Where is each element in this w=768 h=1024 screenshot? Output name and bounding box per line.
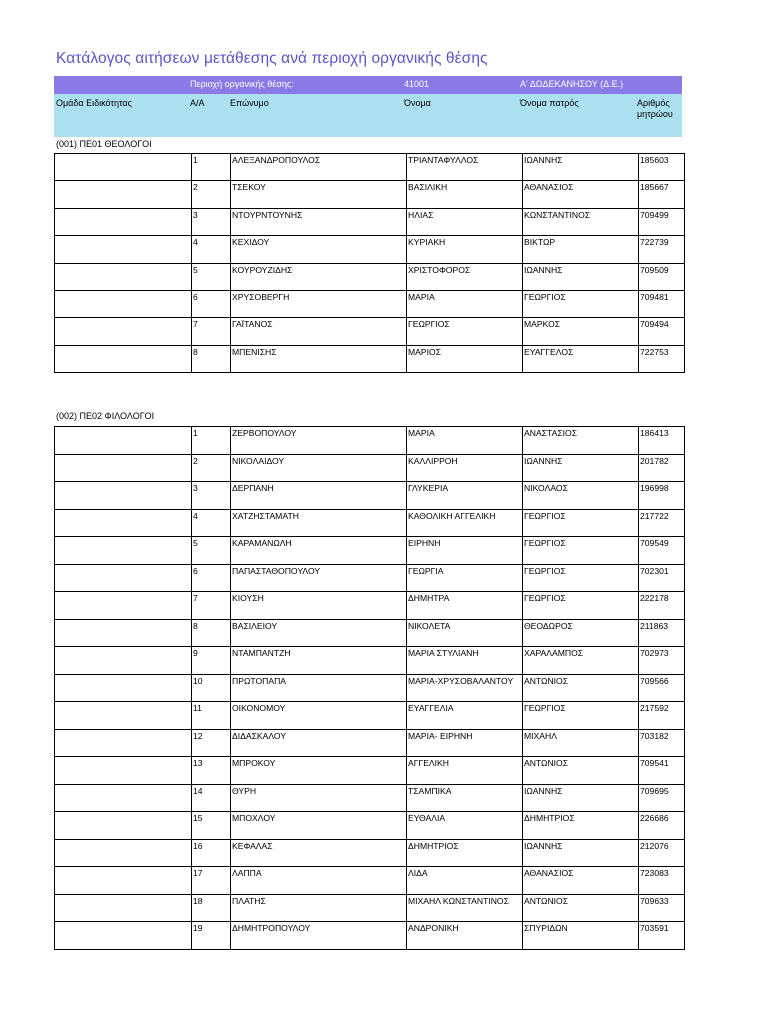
- group-cell: [55, 784, 192, 812]
- registry-number-cell: 185603: [639, 154, 685, 181]
- surname-cell: ΓΑΪΤΑΝΟΣ: [231, 318, 407, 345]
- region-name: Α' ΔΩΔΕΚΑΝΗΣΟΥ (Δ.Ε.): [520, 79, 624, 89]
- group-cell: [55, 427, 192, 455]
- row-number: 8: [192, 619, 231, 647]
- table-row: [55, 290, 685, 317]
- father-name-cell: ΑΝΤΩΝΙΟΣ: [523, 894, 639, 922]
- table-row: [55, 181, 685, 208]
- column-header: Όνομα: [404, 98, 431, 108]
- first-name-cell: ΑΓΓΕΛΙΚΗ: [407, 757, 523, 785]
- father-name-cell: ΓΕΩΡΓΙΟΣ: [523, 702, 639, 730]
- region-label: Περιοχή οργανικής θέσης:: [190, 79, 294, 89]
- row-number: 19: [192, 922, 231, 950]
- surname-cell: ΚΟΥΡΟΥΖΙΔΗΣ: [231, 263, 407, 290]
- table-row: [55, 427, 685, 455]
- father-name-cell: ΓΕΩΡΓΙΟΣ: [523, 564, 639, 592]
- surname-cell: ΛΑΠΠΑ: [231, 867, 407, 895]
- father-name-cell: ΑΘΑΝΑΣΙΟΣ: [523, 867, 639, 895]
- father-name-cell: ΜΑΡΚΟΣ: [523, 318, 639, 345]
- table-row: [55, 757, 685, 785]
- first-name-cell: ΜΙΧΑΗΛ ΚΩΝΣΤΑΝΤΙΝΟΣ: [407, 894, 523, 922]
- first-name-cell: ΤΡΙΑΝΤΑΦΥΛΛΟΣ: [407, 154, 523, 181]
- group-cell: [55, 236, 192, 263]
- surname-cell: ΚΑΡΑΜΑΝΩΛΗ: [231, 537, 407, 565]
- group-cell: [55, 208, 192, 235]
- group-cell: [55, 263, 192, 290]
- table-row: [55, 839, 685, 867]
- father-name-cell: ΧΑΡΑΛΑΜΠΟΣ: [523, 647, 639, 675]
- first-name-cell: ΒΑΣΙΛΙΚΗ: [407, 181, 523, 208]
- row-number: 16: [192, 839, 231, 867]
- surname-cell: ΟΙΚΟΝΟΜΟΥ: [231, 702, 407, 730]
- row-number: 10: [192, 674, 231, 702]
- group-cell: [55, 318, 192, 345]
- surname-cell: ΚΙΟΥΣΗ: [231, 592, 407, 620]
- first-name-cell: ΛΙΔΑ: [407, 867, 523, 895]
- page-title: Κατάλογος αιτήσεων μετάθεσης ανά περιοχή οργανικής θέσης: [56, 50, 488, 67]
- registry-number-cell: 709566: [639, 674, 685, 702]
- group-cell: [55, 482, 192, 510]
- surname-cell: ΚΕΧΙΔΟΥ: [231, 236, 407, 263]
- row-number: 9: [192, 647, 231, 675]
- table-row: [55, 867, 685, 895]
- row-number: 17: [192, 867, 231, 895]
- row-number: 1: [192, 427, 231, 455]
- row-number: 4: [192, 509, 231, 537]
- registry-number-cell: 703591: [639, 922, 685, 950]
- table-row: [55, 702, 685, 730]
- group-cell: [55, 839, 192, 867]
- column-header: Όνομα πατρός: [520, 98, 579, 108]
- table-row: [55, 345, 685, 372]
- surname-cell: ΑΛΕΞΑΝΔΡΟΠΟΥΛΟΣ: [231, 154, 407, 181]
- father-name-cell: ΑΝΑΣΤΑΣΙΟΣ: [523, 427, 639, 455]
- row-number: 5: [192, 537, 231, 565]
- group-table: [54, 426, 685, 950]
- group-cell: [55, 702, 192, 730]
- registry-number-cell: 709549: [639, 537, 685, 565]
- registry-number-cell: 226686: [639, 812, 685, 840]
- first-name-cell: ΜΑΡΙΑ-ΧΡΥΣΟΒΑΛΑΝΤΟΥ: [407, 674, 523, 702]
- group-cell: [55, 290, 192, 317]
- column-header: Επώνυμο: [230, 98, 269, 108]
- row-number: 2: [192, 181, 231, 208]
- group-cell: [55, 454, 192, 482]
- group-cell: [55, 757, 192, 785]
- first-name-cell: ΚΑΛΛΙΡΡΟΗ: [407, 454, 523, 482]
- group-cell: [55, 154, 192, 181]
- table-row: [55, 894, 685, 922]
- registry-number-cell: 709509: [639, 263, 685, 290]
- first-name-cell: ΧΡΙΣΤΟΦΟΡΟΣ: [407, 263, 523, 290]
- group-cell: [55, 345, 192, 372]
- table-row: [55, 674, 685, 702]
- registry-number-cell: 185667: [639, 181, 685, 208]
- surname-cell: ΔΕΡΠΑΝΗ: [231, 482, 407, 510]
- registry-number-cell: 723083: [639, 867, 685, 895]
- first-name-cell: ΜΑΡΙΑ- ΕΙΡΗΝΗ: [407, 729, 523, 757]
- first-name-cell: ΓΕΩΡΓΙΟΣ: [407, 318, 523, 345]
- group-cell: [55, 729, 192, 757]
- table-row: [55, 454, 685, 482]
- first-name-cell: ΓΕΩΡΓΙΑ: [407, 564, 523, 592]
- surname-cell: ΝΤΑΜΠΑΝΤΖΗ: [231, 647, 407, 675]
- surname-cell: ΜΠΟΧΛΟΥ: [231, 812, 407, 840]
- row-number: 5: [192, 263, 231, 290]
- table-row: [55, 812, 685, 840]
- table-row: [55, 509, 685, 537]
- row-number: 11: [192, 702, 231, 730]
- father-name-cell: ΙΩΑΝΝΗΣ: [523, 784, 639, 812]
- group-cell: [55, 181, 192, 208]
- surname-cell: ΜΠΕΝΙΣΗΣ: [231, 345, 407, 372]
- father-name-cell: ΙΩΑΝΝΗΣ: [523, 263, 639, 290]
- table-row: [55, 592, 685, 620]
- surname-cell: ΧΑΤΖΗΣΤΑΜΑΤΗ: [231, 509, 407, 537]
- row-number: 3: [192, 482, 231, 510]
- row-number: 7: [192, 318, 231, 345]
- row-number: 8: [192, 345, 231, 372]
- group-cell: [55, 592, 192, 620]
- group-title: (002) ΠΕ02 ΦΙΛΟΛΟΓΟΙ: [56, 411, 155, 421]
- surname-cell: ΧΡΥΣΟΒΕΡΓΗ: [231, 290, 407, 317]
- surname-cell: ΜΠΡΟΚΟΥ: [231, 757, 407, 785]
- registry-number-cell: 196998: [639, 482, 685, 510]
- surname-cell: ΠΡΩΤΟΠΑΠΑ: [231, 674, 407, 702]
- registry-number-cell: 702973: [639, 647, 685, 675]
- father-name-cell: ΓΕΩΡΓΙΟΣ: [523, 290, 639, 317]
- table-row: [55, 922, 685, 950]
- registry-number-cell: 703182: [639, 729, 685, 757]
- registry-number-cell: 211863: [639, 619, 685, 647]
- father-name-cell: ΔΗΜΗΤΡΙΟΣ: [523, 812, 639, 840]
- group-cell: [55, 812, 192, 840]
- surname-cell: ΔΗΜΗΤΡΟΠΟΥΛΟΥ: [231, 922, 407, 950]
- group-cell: [55, 537, 192, 565]
- table-row: [55, 263, 685, 290]
- group-cell: [55, 509, 192, 537]
- group-cell: [55, 894, 192, 922]
- group-cell: [55, 867, 192, 895]
- group-title: (001) ΠΕ01 ΘΕΟΛΟΓΟΙ: [56, 139, 152, 149]
- table-row: [55, 208, 685, 235]
- row-number: 4: [192, 236, 231, 263]
- first-name-cell: ΔΗΜΗΤΡΑ: [407, 592, 523, 620]
- registry-number-cell: 186413: [639, 427, 685, 455]
- first-name-cell: ΔΗΜΗΤΡΙΟΣ: [407, 839, 523, 867]
- registry-number-cell: 212076: [639, 839, 685, 867]
- first-name-cell: ΕΥΑΓΓΕΛΙΑ: [407, 702, 523, 730]
- first-name-cell: ΕΥΘΑΛΙΑ: [407, 812, 523, 840]
- registry-number-cell: 201782: [639, 454, 685, 482]
- registry-number-cell: 217722: [639, 509, 685, 537]
- father-name-cell: ΑΝΤΩΝΙΟΣ: [523, 757, 639, 785]
- first-name-cell: ΜΑΡΙΑ ΣΤΥΛΙΑΝΗ: [407, 647, 523, 675]
- table-row: [55, 784, 685, 812]
- first-name-cell: ΚΑΘΟΛΙΚΗ ΑΓΓΕΛΙΚΗ: [407, 509, 523, 537]
- group-table: [54, 153, 685, 373]
- surname-cell: ΝΙΚΟΛΑΙΔΟΥ: [231, 454, 407, 482]
- father-name-cell: ΚΩΝΣΤΑΝΤΙΝΟΣ: [523, 208, 639, 235]
- registry-number-cell: 709695: [639, 784, 685, 812]
- region-header-bar: [54, 76, 682, 94]
- father-name-cell: ΒΙΚΤΩΡ: [523, 236, 639, 263]
- registry-number-cell: 217592: [639, 702, 685, 730]
- row-number: 6: [192, 290, 231, 317]
- registry-number-cell: 709494: [639, 318, 685, 345]
- surname-cell: ΘΥΡΗ: [231, 784, 407, 812]
- father-name-cell: ΙΩΑΝΝΗΣ: [523, 154, 639, 181]
- father-name-cell: ΣΠΥΡΙΔΩΝ: [523, 922, 639, 950]
- table-row: [55, 154, 685, 181]
- column-header: Α/Α: [190, 98, 205, 108]
- registry-number-cell: 709499: [639, 208, 685, 235]
- column-header: Ομάδα Ειδικότητας: [56, 98, 132, 108]
- table-row: [55, 537, 685, 565]
- row-number: 2: [192, 454, 231, 482]
- table-row: [55, 619, 685, 647]
- registry-number-cell: 709481: [639, 290, 685, 317]
- row-number: 6: [192, 564, 231, 592]
- column-header-bar: [54, 94, 682, 137]
- surname-cell: ΒΑΣΙΛΕΙΟΥ: [231, 619, 407, 647]
- father-name-cell: ΙΩΑΝΝΗΣ: [523, 454, 639, 482]
- first-name-cell: ΓΛΥΚΕΡΙΑ: [407, 482, 523, 510]
- group-cell: [55, 922, 192, 950]
- column-header: Αριθμός μητρώου: [637, 98, 673, 119]
- table-row: [55, 729, 685, 757]
- row-number: 14: [192, 784, 231, 812]
- surname-cell: ΔΙΔΑΣΚΑΛΟΥ: [231, 729, 407, 757]
- table-row: [55, 482, 685, 510]
- table-row: [55, 647, 685, 675]
- surname-cell: ΝΤΟΥΡΝΤΟΥΝΗΣ: [231, 208, 407, 235]
- father-name-cell: ΘΕΟΔΩΡΟΣ: [523, 619, 639, 647]
- first-name-cell: ΝΙΚΟΛΕΤΑ: [407, 619, 523, 647]
- row-number: 1: [192, 154, 231, 181]
- group-cell: [55, 647, 192, 675]
- first-name-cell: ΑΝΔΡΟΝΙΚΗ: [407, 922, 523, 950]
- row-number: 13: [192, 757, 231, 785]
- registry-number-cell: 709541: [639, 757, 685, 785]
- first-name-cell: ΚΥΡΙΑΚΗ: [407, 236, 523, 263]
- first-name-cell: ΗΛΙΑΣ: [407, 208, 523, 235]
- father-name-cell: ΕΥΑΓΓΕΛΟΣ: [523, 345, 639, 372]
- father-name-cell: ΓΕΩΡΓΙΟΣ: [523, 537, 639, 565]
- father-name-cell: ΝΙΚΟΛΑΟΣ: [523, 482, 639, 510]
- registry-number-cell: 722753: [639, 345, 685, 372]
- row-number: 3: [192, 208, 231, 235]
- first-name-cell: ΜΑΡΙΟΣ: [407, 345, 523, 372]
- father-name-cell: ΙΩΑΝΝΗΣ: [523, 839, 639, 867]
- first-name-cell: ΕΙΡΗΝΗ: [407, 537, 523, 565]
- father-name-cell: ΑΝΤΩΝΙΟΣ: [523, 674, 639, 702]
- table-row: [55, 564, 685, 592]
- group-cell: [55, 564, 192, 592]
- group-cell: [55, 619, 192, 647]
- father-name-cell: ΓΕΩΡΓΙΟΣ: [523, 592, 639, 620]
- registry-number-cell: 709633: [639, 894, 685, 922]
- registry-number-cell: 702301: [639, 564, 685, 592]
- row-number: 15: [192, 812, 231, 840]
- surname-cell: ΖΕΡΒΟΠΟΥΛΟΥ: [231, 427, 407, 455]
- registry-number-cell: 222178: [639, 592, 685, 620]
- row-number: 7: [192, 592, 231, 620]
- group-cell: [55, 674, 192, 702]
- row-number: 18: [192, 894, 231, 922]
- region-code: 41001: [404, 79, 430, 89]
- first-name-cell: ΜΑΡΙΑ: [407, 290, 523, 317]
- first-name-cell: ΜΑΡΙΑ: [407, 427, 523, 455]
- first-name-cell: ΤΣΑΜΠΙΚΑ: [407, 784, 523, 812]
- surname-cell: ΠΛΑΤΗΣ: [231, 894, 407, 922]
- row-number: 12: [192, 729, 231, 757]
- table-row: [55, 236, 685, 263]
- surname-cell: ΚΕΦΑΛΑΣ: [231, 839, 407, 867]
- registry-number-cell: 722739: [639, 236, 685, 263]
- father-name-cell: ΑΘΑΝΑΣΙΟΣ: [523, 181, 639, 208]
- surname-cell: ΠΑΠΑΣΤΑΘΟΠΟΥΛΟΥ: [231, 564, 407, 592]
- father-name-cell: ΓΕΩΡΓΙΟΣ: [523, 509, 639, 537]
- surname-cell: ΤΣΕΚΟΥ: [231, 181, 407, 208]
- father-name-cell: ΜΙΧΑΗΛ: [523, 729, 639, 757]
- table-row: [55, 318, 685, 345]
